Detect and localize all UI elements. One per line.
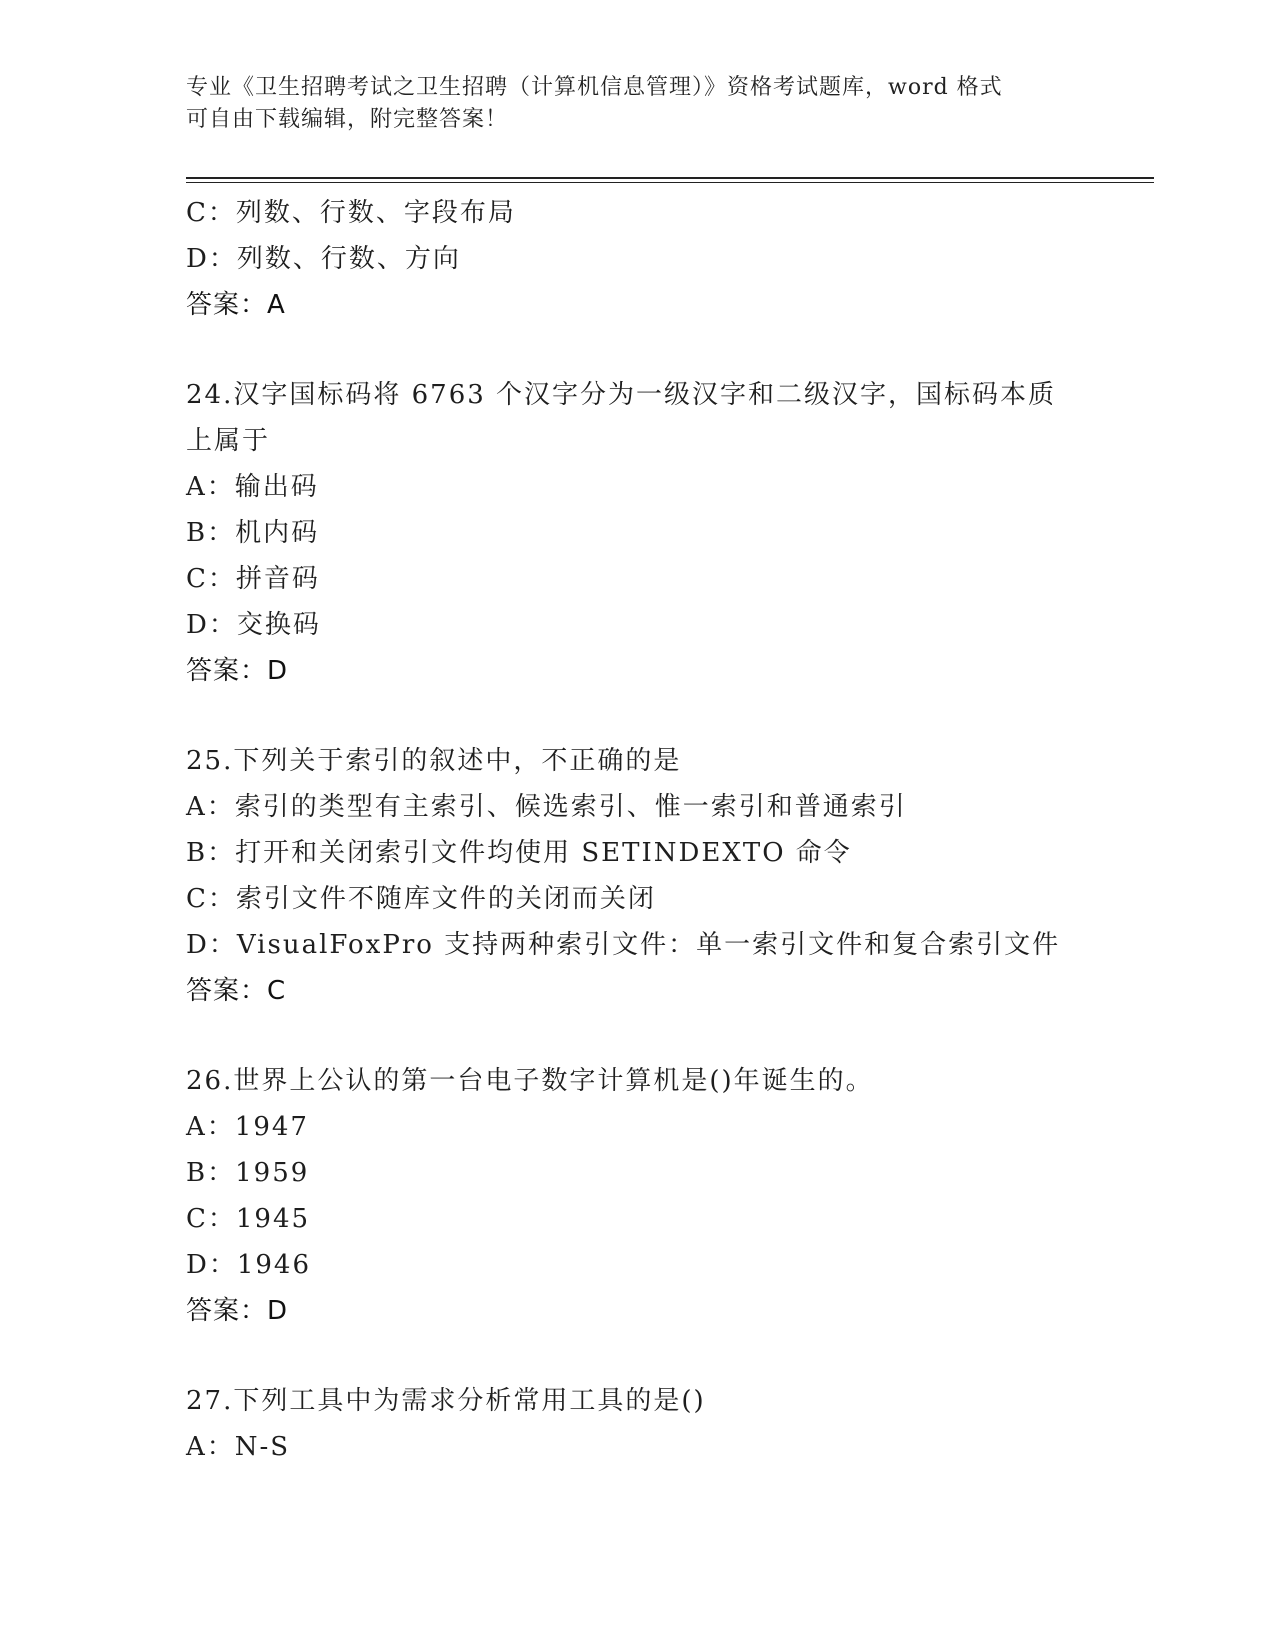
block-gap: [186, 1014, 1146, 1058]
question-block-25: [186, 738, 1146, 1014]
option-a: A：索引的类型有主索引、候选索引、惟一索引和普通索引: [186, 792, 907, 822]
header-divider-thin: [186, 182, 1154, 183]
option-d: D：1946: [186, 1250, 312, 1280]
question-block-24: [186, 372, 1146, 694]
header-line-2: 可自由下载编辑，附完整答案！: [186, 107, 509, 132]
document-header: [186, 72, 1086, 136]
block-gap: [186, 694, 1146, 738]
question-text: 24.汉字国标码将 6763 个汉字分为一级汉字和二级汉字，国标码本质: [186, 380, 1057, 410]
option-c: C：列数、行数、字段布局: [186, 198, 516, 228]
question-text: 25.下列关于索引的叙述中，不正确的是: [186, 746, 682, 776]
option-d: D：交换码: [186, 610, 321, 640]
question-block-27: [186, 1378, 1146, 1470]
option-d: D：列数、行数、方向: [186, 244, 461, 274]
question-text: 27.下列工具中为需求分析常用工具的是(): [186, 1386, 706, 1416]
option-d: D：VisualFoxPro 支持两种索引文件：单一索引文件和复合索引文件: [186, 930, 1061, 960]
question-text: 26.世界上公认的第一台电子数字计算机是()年诞生的。: [186, 1066, 874, 1096]
header-line-1: 专业《卫生招聘考试之卫生招聘（计算机信息管理）》资格考试题库，word 格式: [186, 75, 1003, 100]
option-c: C：索引文件不随库文件的关闭而关闭: [186, 884, 656, 914]
option-a: A：1947: [186, 1112, 309, 1142]
option-b: B：打开和关闭索引文件均使用 SETINDEXTO 命令: [186, 838, 852, 868]
option-b: B：1959: [186, 1158, 310, 1188]
option-b: B：机内码: [186, 518, 320, 548]
block-gap: [186, 1334, 1146, 1378]
option-c: C：拼音码: [186, 564, 320, 594]
block-gap: [186, 328, 1146, 372]
answer-line: 答案：D: [186, 1296, 289, 1326]
answer-line: 答案：C: [186, 976, 287, 1006]
question-list: [186, 190, 1146, 1470]
question-block-23: [186, 190, 1146, 328]
header-divider: [186, 177, 1154, 179]
answer-line: 答案：D: [186, 656, 289, 686]
answer-line: 答案：A: [186, 290, 286, 320]
option-a: A：输出码: [186, 472, 319, 502]
question-text-continued: 上属于: [186, 426, 271, 456]
option-c: C：1945: [186, 1204, 311, 1234]
question-block-26: [186, 1058, 1146, 1334]
option-a: A：N-S: [186, 1432, 291, 1462]
